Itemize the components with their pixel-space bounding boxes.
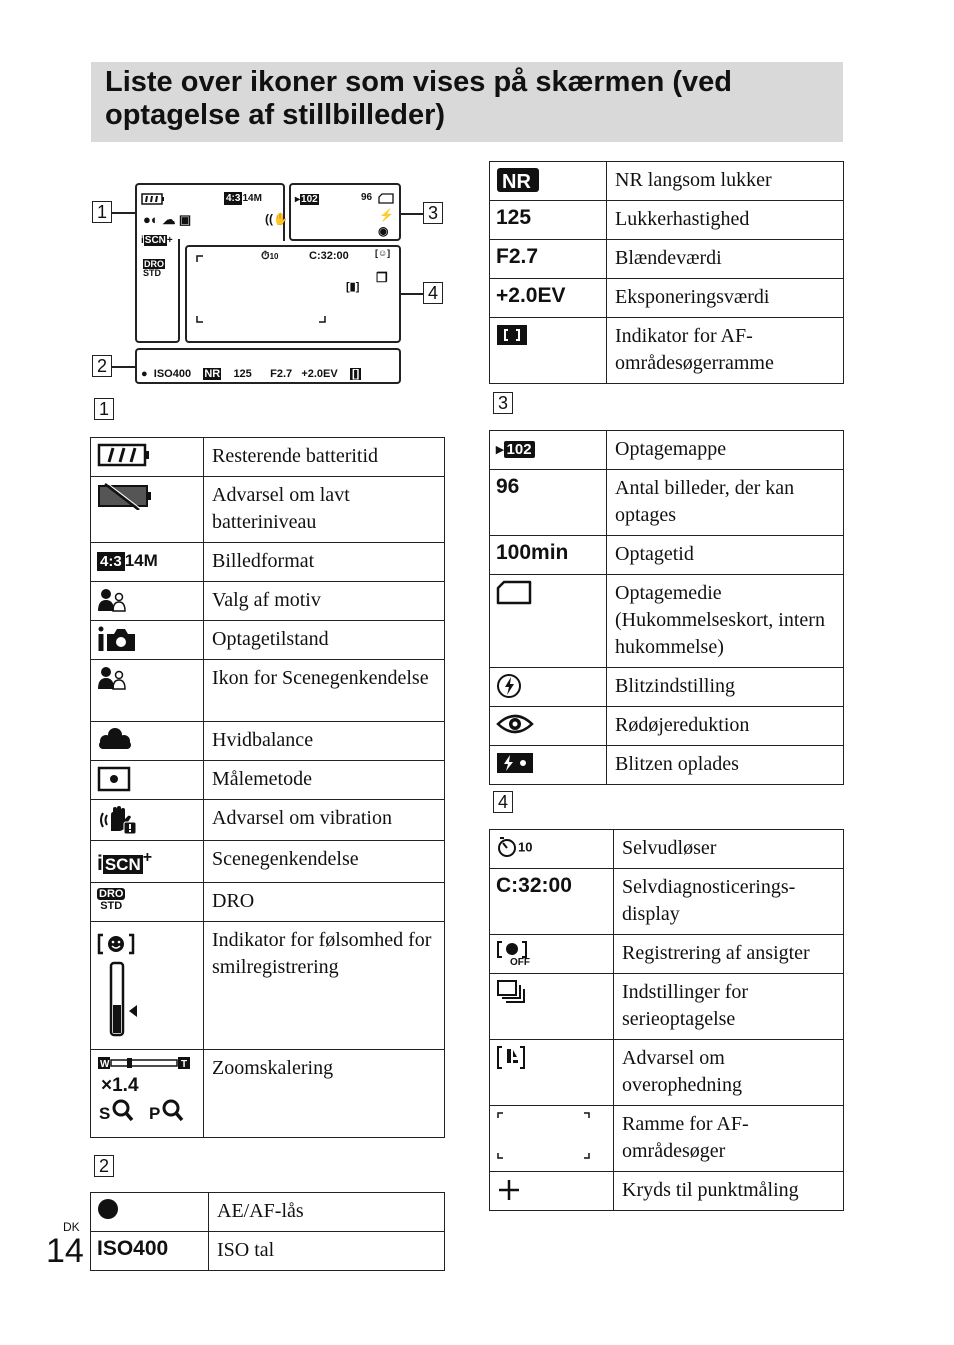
table-row: Ramme for AF-områdesøger (490, 1106, 844, 1172)
table-row: ISO400 ISO tal (91, 1232, 445, 1271)
table-row: Rødøjereduktion (490, 707, 844, 746)
section-4-table (489, 829, 844, 1211)
table-row: C:32:00 Selvdiagnosticerings-display (490, 869, 844, 935)
face-icon: [☺] (375, 248, 391, 258)
table-row: +2.0EV Eksponeringsværdi (490, 279, 844, 318)
section-2-table-right (489, 161, 844, 384)
diag-selfdiag-label: C:32:00 (309, 250, 349, 262)
spot-cross-icon (496, 1177, 522, 1203)
scene-portrait-icon (97, 587, 129, 613)
table-row: NR NR langsom lukker (490, 162, 844, 201)
table-row: F2.7 Blændeværdi (490, 240, 844, 279)
metering-icon (97, 766, 131, 792)
zoom-scale-icon: W T ×1.4 S P (97, 1055, 197, 1123)
burst-icon (496, 979, 528, 1005)
diag-dro-label: DRO STD (143, 259, 164, 278)
smile-indicator-icon (97, 927, 157, 1037)
title-band (91, 62, 843, 142)
image-size-icon: 4:3 14M (97, 548, 158, 571)
table-row: Advarsel om lavt batteriniveau (91, 477, 445, 543)
dro-icon: DRO STD (99, 888, 124, 912)
diag-selftimer-label: ⏱10 (261, 250, 279, 262)
section-1-number: 1 (94, 398, 114, 420)
ae-af-lock-icon (97, 1198, 121, 1222)
table-row: W T ×1.4 S P Zoomskalering (91, 1050, 445, 1138)
self-timer-icon: 10 (496, 835, 532, 858)
diag-folder-label: ▸102 (295, 194, 318, 205)
table-row: Optagemedie (Hukommelseskort, intern hukommelse) (490, 575, 844, 668)
media-icon (496, 580, 532, 606)
table-row: Indstillinger for serieoptagelse (490, 974, 844, 1040)
intelligent-auto-icon (97, 626, 139, 652)
diag-bottom-row: ● ISO400 NR 125 F2.7 +2.0EV [] (141, 368, 360, 380)
flash-mode-icon (496, 673, 524, 699)
table-row: Optagetilstand (91, 621, 445, 660)
table-row: Resterende batteritid (91, 438, 445, 477)
burst-icon: ❐ (376, 270, 388, 285)
svg-text:NR: NR (502, 171, 531, 193)
area-1-left (135, 239, 180, 343)
section-4-number: 4 (493, 791, 513, 813)
face-detection-icon (496, 940, 536, 966)
svg-text:W: W (100, 1059, 110, 1070)
table-row: Ikon for Scenegenkendelse (91, 660, 445, 722)
table-row: 100min Optagetid (490, 536, 844, 575)
section-1-table (90, 437, 445, 1138)
callout-1: 1 (92, 201, 112, 223)
table-row: Indikator for følsomhed for smilregistrering (91, 922, 445, 1050)
af-range-frame-icon (496, 1111, 596, 1161)
table-row: Hvidbalance (91, 722, 445, 761)
table-row: 96 Antal billeder, der kan optages (490, 470, 844, 536)
vibration-icon: ((✋ (265, 212, 288, 226)
iscn-icon: i SCN + (97, 849, 153, 875)
table-row: DRO STD DRO (91, 883, 445, 922)
battery-low-icon (97, 482, 155, 510)
white-balance-icon (97, 727, 133, 751)
svg-text:T: T (181, 1059, 188, 1070)
af-frame-indicator-icon (496, 323, 528, 347)
diag-count-label: 96 (361, 192, 373, 203)
scene-recognition-icon (97, 665, 129, 691)
scene-icon: ●◐ ☁ ▣ (143, 212, 192, 227)
callout-3: 3 (423, 202, 443, 224)
table-row: 125 Lukkerhastighed (490, 201, 844, 240)
section-3-number: 3 (493, 392, 513, 414)
battery-icon (97, 443, 151, 467)
table-row: 10 Selvudløser (490, 830, 844, 869)
nr-icon (496, 167, 540, 193)
battery-icon (141, 193, 165, 205)
svg-text:P: P (149, 1104, 161, 1123)
table-row: Indikator for AF-områdesøgerramme (490, 318, 844, 384)
flash-charging-icon (496, 751, 534, 775)
table-row: Blitzindstilling (490, 668, 844, 707)
section-2-table-left (90, 1192, 445, 1271)
page-title: Liste over ikoner som vises på skærmen (ved optagelse af stillbilleder) (105, 66, 732, 131)
vibration-warning-icon (97, 805, 139, 835)
overheat-icon (496, 1045, 528, 1071)
table-row: OFF Registrering af ansigter (490, 935, 844, 974)
section-3-table (489, 430, 844, 785)
table-row: 4:3 14M Billedformat (91, 543, 445, 582)
screen-diagram (91, 180, 451, 390)
folder-icon: ▸ 102 (496, 441, 535, 458)
svg-text:OFF: OFF (510, 957, 530, 966)
callout-2: 2 (92, 355, 112, 377)
table-row: AE/AF-lås (91, 1193, 445, 1232)
af-frame (195, 252, 395, 327)
table-row: Advarsel om overophedning (490, 1040, 844, 1106)
table-row: Valg af motiv (91, 582, 445, 621)
table-row: ▸ 102 Optagemappe (490, 431, 844, 470)
page-language: DK (63, 1220, 80, 1234)
section-2-number: 2 (94, 1155, 114, 1177)
media-icon (378, 193, 394, 204)
diag-iscn-label: iSCN+ (141, 235, 173, 246)
table-row: Målemetode (91, 761, 445, 800)
svg-text:S: S (99, 1104, 111, 1123)
table-row: Advarsel om vibration (91, 800, 445, 841)
page-number: 14 (46, 1232, 84, 1270)
table-row: Blitzen oplades (490, 746, 844, 785)
flash-icon: ⚡ (379, 208, 394, 222)
table-row: Kryds til punktmåling (490, 1172, 844, 1211)
eye-icon: ◉ (378, 224, 389, 238)
overheat-icon: [▮] (346, 281, 360, 293)
table-row: i SCN + Scenegenkendelse (91, 841, 445, 883)
callout-4: 4 (423, 282, 443, 304)
diag-size-label: 4:3 14M (226, 193, 262, 204)
red-eye-icon (496, 712, 534, 736)
